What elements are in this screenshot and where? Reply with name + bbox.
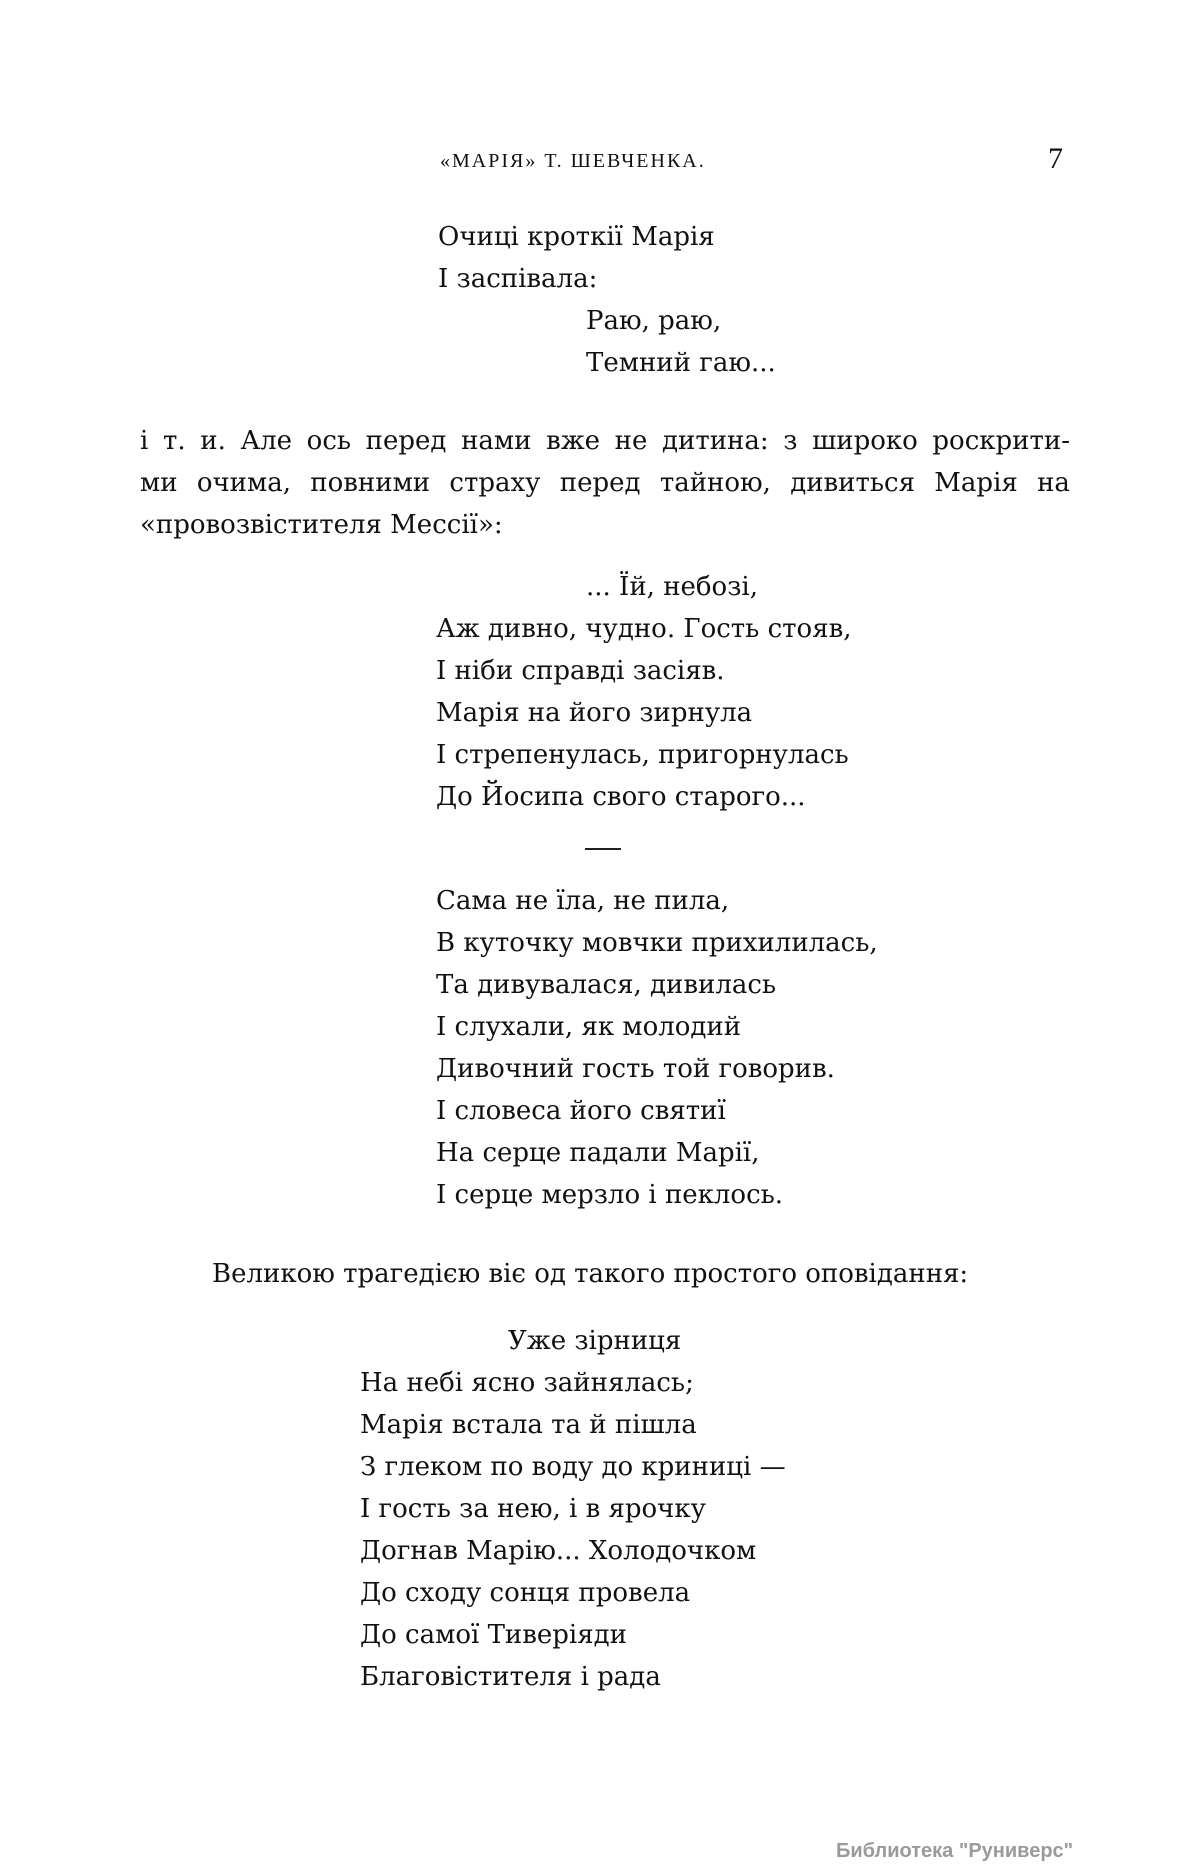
prose-line: ми очима, повними страху перед тайною, дивиться Марія на bbox=[140, 468, 1070, 498]
verse-line: Очиці кроткії Марія bbox=[438, 222, 715, 252]
verse-line: З глеком по воду до криниці — bbox=[360, 1452, 786, 1482]
verse-2 bbox=[436, 608, 852, 818]
verse-line: До сходу сонця провела bbox=[360, 1578, 691, 1608]
verse-line: І заспівала: bbox=[438, 264, 598, 294]
verse-line: І ніби справді засіяв. bbox=[436, 656, 725, 686]
verse-line: І стрепенулась, пригорнулась bbox=[436, 740, 849, 770]
prose-line: Великою трагедією віє од такого простого оповідання: bbox=[212, 1259, 969, 1289]
prose-paragraph-2 bbox=[212, 1253, 968, 1295]
verse-line: І словеса його святиї bbox=[436, 1096, 726, 1126]
verse-3 bbox=[436, 880, 878, 1216]
verse-2-opening bbox=[586, 566, 758, 608]
verse-line: На небі ясно зайнялась; bbox=[360, 1368, 694, 1398]
page-number: 7 bbox=[1048, 142, 1063, 175]
verse-line: ... Їй, небозі, bbox=[586, 572, 758, 602]
verse-line: Догнав Марію... Холодочком bbox=[360, 1536, 757, 1566]
verse-1-refrain bbox=[586, 300, 776, 384]
running-head: «МАРІЯ» Т. ШЕВЧЕНКА. bbox=[440, 150, 706, 172]
verse-line: І слухали, як молодий bbox=[436, 1012, 742, 1042]
verse-line: Благовістителя і рада bbox=[360, 1662, 661, 1692]
verse-line: І серце мерзло і пеклось. bbox=[436, 1180, 784, 1210]
verse-line: Та дивувалася, дивилась bbox=[436, 970, 777, 1000]
verse-line: Дивочний гость той говорив. bbox=[436, 1054, 835, 1084]
verse-line: Раю, раю, bbox=[586, 306, 722, 336]
prose-line: «провозвістителя Мессії»: bbox=[140, 510, 503, 540]
section-divider bbox=[585, 848, 621, 850]
verse-line: На серце падали Марії, bbox=[436, 1138, 760, 1168]
verse-line: До самої Тиверіяди bbox=[360, 1620, 627, 1650]
verse-line: Марія на його зирнула bbox=[436, 698, 753, 728]
verse-4-opening bbox=[508, 1320, 681, 1362]
library-watermark: Библиотека "Руниверс" bbox=[836, 1840, 1074, 1862]
verse-line: Аж дивно, чудно. Гость стояв, bbox=[436, 614, 852, 644]
verse-line: І гость за нею, і в ярочку bbox=[360, 1494, 706, 1524]
verse-line: Темний гаю... bbox=[586, 348, 776, 378]
prose-line: і т. и. Але ось перед нами вже не дитина: з широко роскрити- bbox=[140, 426, 1070, 456]
verse-4 bbox=[360, 1362, 786, 1698]
verse-line: Марія встала та й пішла bbox=[360, 1410, 697, 1440]
verse-line: Сама не їла, не пила, bbox=[436, 886, 730, 916]
verse-line: В куточку мовчки прихилилась, bbox=[436, 928, 878, 958]
verse-1 bbox=[438, 216, 715, 300]
verse-line: Уже зірниця bbox=[508, 1326, 682, 1356]
prose-paragraph-1 bbox=[140, 420, 1070, 546]
verse-line: До Йосипа свого старого... bbox=[436, 782, 806, 812]
